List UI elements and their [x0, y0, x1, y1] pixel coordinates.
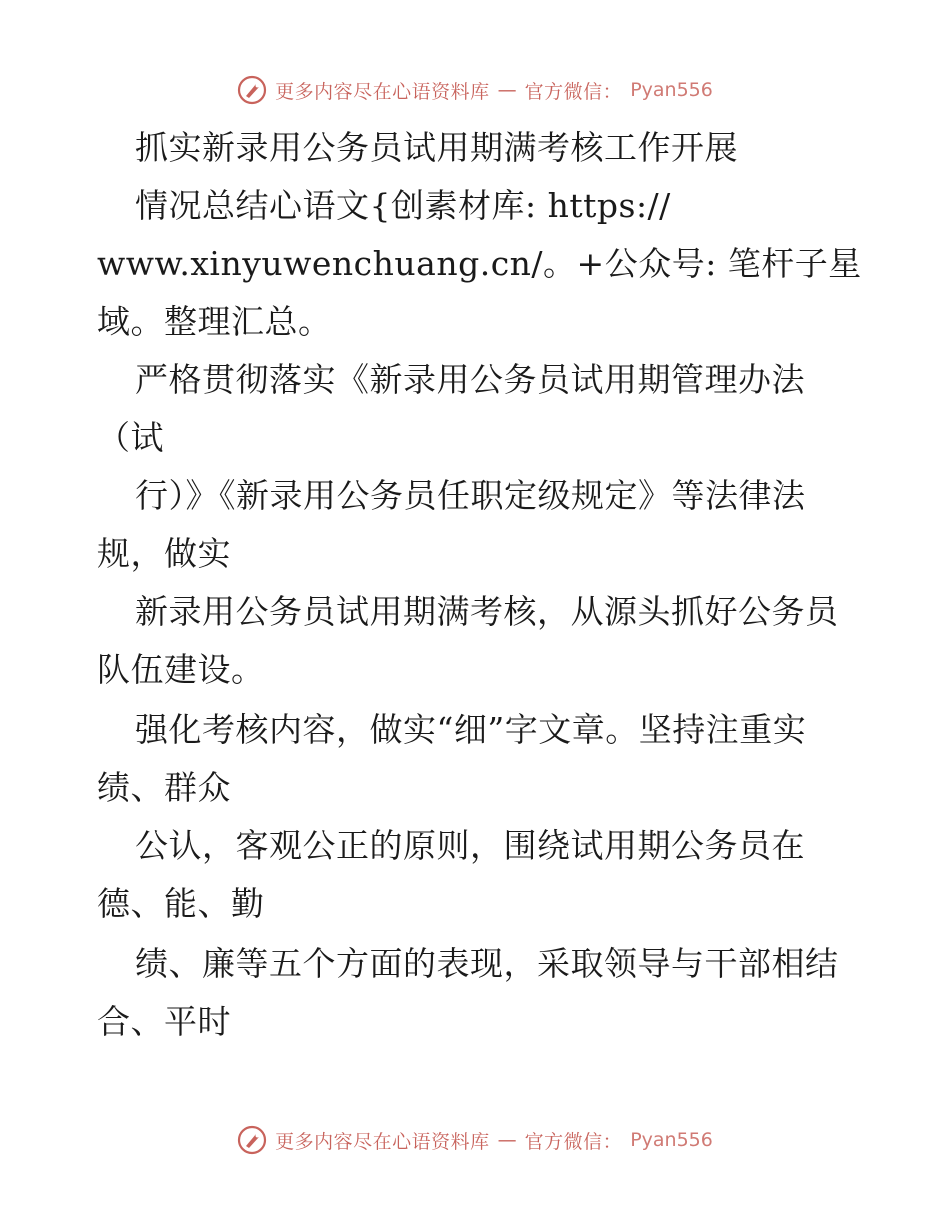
text-line: 规，做实: [97, 534, 231, 573]
watermark-header: [0, 70, 950, 110]
text-line: 绩、廉等五个方面的表现，采取领导与干部相结: [135, 944, 839, 983]
watermark-separator: —: [497, 79, 517, 101]
text-line: www.xinyuwenchuang.cn/。+公众号: 笔杆子星: [97, 244, 862, 283]
watermark-wechat-id: Pyan556: [630, 79, 713, 101]
text-line: 德、能、勤: [97, 884, 265, 923]
text-line: 公认，客观公正的原则，围绕试用期公务员在: [135, 826, 805, 865]
watermark-wechat-label: 官方微信：: [524, 80, 623, 103]
watermark-separator: —: [497, 1129, 517, 1151]
watermark-site-text: 更多内容尽在心语资料库: [275, 80, 490, 103]
text-line: 绩、群众: [97, 768, 231, 807]
text-line: 强化考核内容，做实“细”字文章。坚持注重实: [135, 710, 807, 749]
watermark-wechat-label: 官方微信：: [524, 1130, 623, 1153]
text-line: 域。整理汇总。: [97, 302, 332, 341]
pen-nib-logo-icon: [237, 75, 267, 105]
pen-nib-logo-icon: [237, 1125, 267, 1155]
watermark-footer: [0, 1120, 950, 1160]
text-line: 行）》《新录用公务员任职定级规定》等法律法: [135, 476, 806, 515]
watermark-site-text: 更多内容尽在心语资料库: [275, 1130, 490, 1153]
watermark-wechat-id: Pyan556: [630, 1129, 713, 1151]
text-line: 新录用公务员试用期满考核，从源头抓好公务员: [135, 592, 839, 631]
text-line: 抓实新录用公务员试用期满考核工作开展: [135, 128, 738, 167]
text-line: 合、平时: [97, 1002, 231, 1041]
text-line: 队伍建设。: [97, 650, 265, 689]
text-line: （试: [97, 418, 164, 457]
text-line: 情况总结心语文{创素材库: https://: [135, 186, 671, 225]
text-line: 严格贯彻落实《新录用公务员试用期管理办法: [135, 360, 805, 399]
